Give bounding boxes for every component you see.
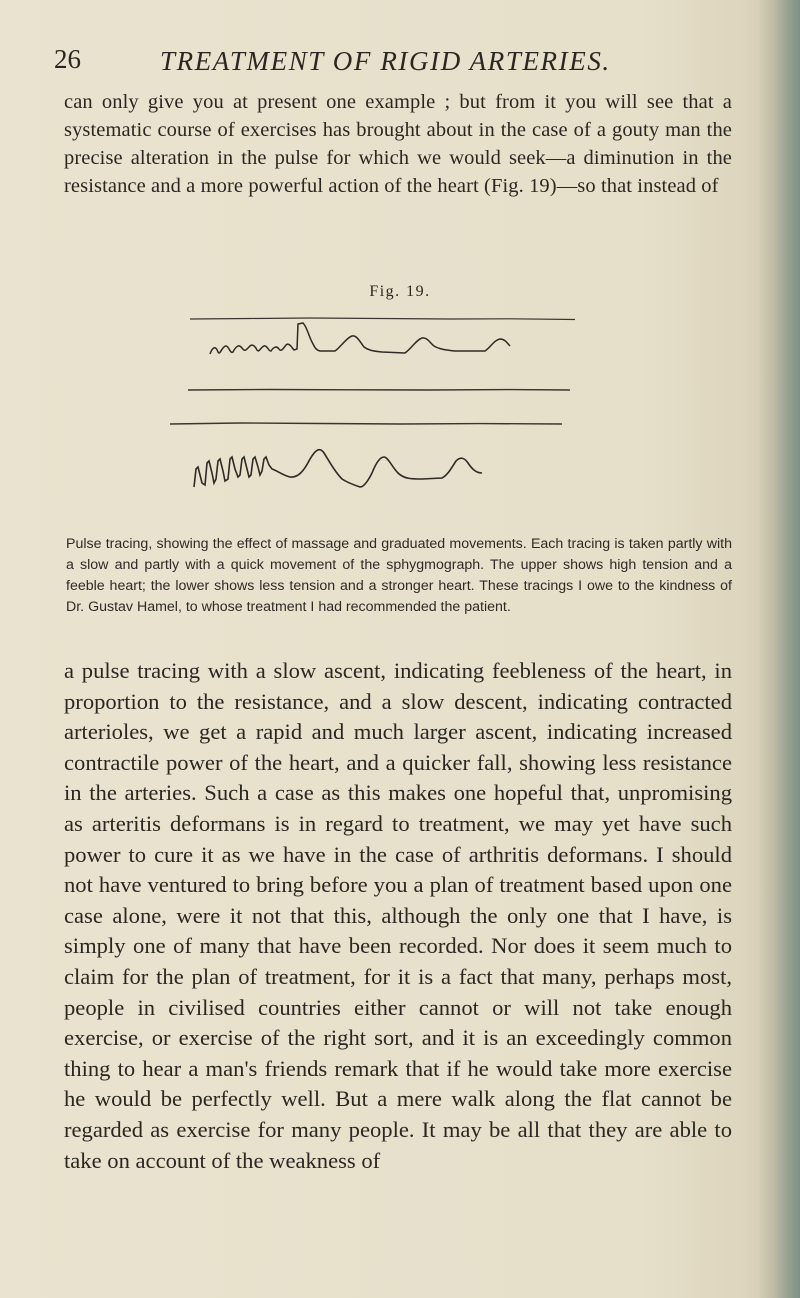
pulse-tracing-lower — [150, 415, 620, 525]
upper-tracing-base-line — [188, 390, 570, 391]
pulse-tracing-upper — [150, 312, 620, 402]
page-header — [54, 44, 754, 84]
page-number: 26 — [54, 44, 81, 74]
figure-label: Fig. 19. — [369, 283, 431, 300]
page-edge-shadow — [758, 0, 800, 1298]
lower-tracing-top-line — [170, 423, 562, 424]
upper-tracing-wave — [210, 323, 510, 354]
paragraph-2: a pulse tracing with a slow ascent, indicating feebleness of the heart, in proportion to the resistance, and a slow descent, indicating contracted arterioles, we get a rapid and much larger ascent, indicating increased contractile power of the heart, and a quicker fall, showing less resistance in the arteries. Such a case as this makes one hopeful that, unpromising as arteritis deformans is in regard to treatment, we may yet have such power to cure it as we have in the case of arthritis deformans. I should not have ventured to bring before you a plan of treatment based upon one case alone, were it not that this, although the only one that I have, is simply one of many that have been recorded. Nor does it seem much to claim for the plan of treatment, for it is a fact that many, perhaps most, people in civilised countries either cannot or will not take enough exercise, or exercise of the right sort, and it is an exceedingly common thing to hear a man's friends remark that if he would take more exercise he would be perfectly well. But a mere walk along the flat cannot be regarded as exercise for many people. It may be all that they are able to take on account of the weakness of — [64, 658, 732, 1173]
lower-tracing-wave — [194, 450, 482, 487]
running-head: TREATMENT OF RIGID ARTERIES. — [160, 46, 611, 76]
paragraph-1: can only give you at present one example ; but from it you will see that a systematic course of exercises has brought about in the case of a gouty man the precise alteration in the pulse for which we would seek—a diminution in the resistance and a more powerful action of the heart (Fig. 19)—so that instead of — [64, 91, 732, 197]
upper-tracing-top-line — [190, 318, 575, 320]
figure-caption: Pulse tracing, showing the effect of massage and graduated movements. Each tracing is taken partly with a slow and partly with a quick movement of the sphygmograph. The upper shows high tension and a feeble heart; the lower shows less tension and a stronger heart. These tracings I owe to the kindness of Dr. Gustav Hamel, to whose treatment I had recommended the patient. — [66, 536, 732, 615]
